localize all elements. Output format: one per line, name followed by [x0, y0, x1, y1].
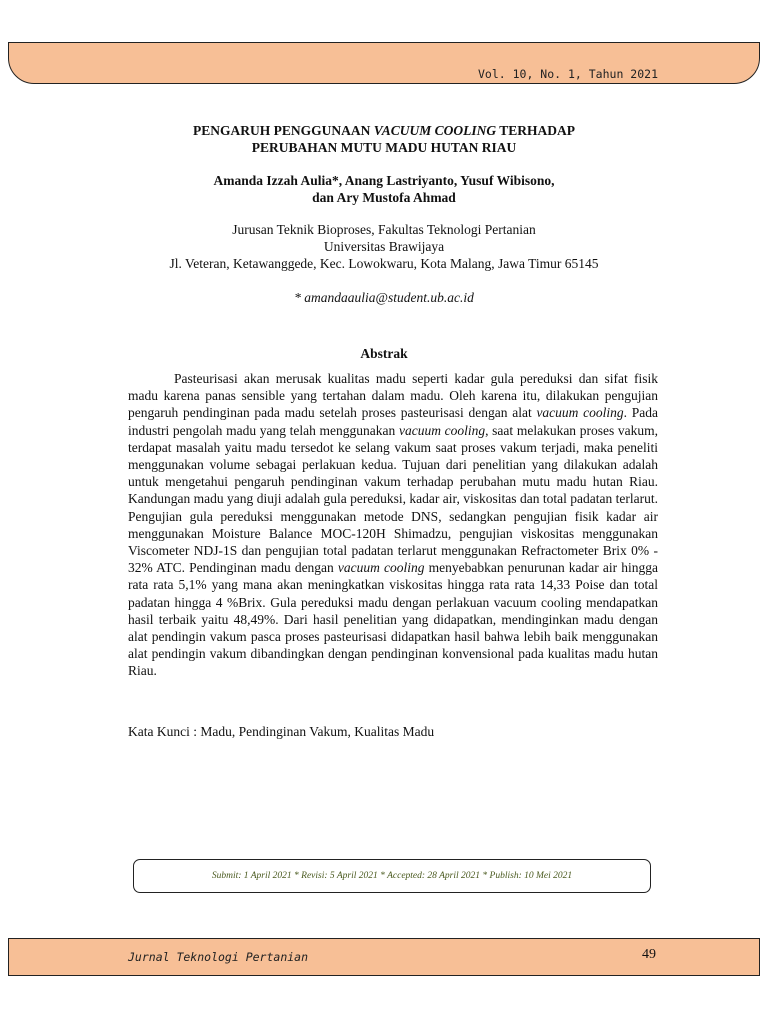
affiliation-line-3: Jl. Veteran, Ketawanggede, Kec. Lowokwaru, Kota Malang, Jawa Timur 65145 [169, 256, 599, 271]
abstract-body [128, 370, 658, 680]
abstract-text: menyebabkan penurunan kadar air hingga rata rata 5,1% yang mana akan meningkatkan viskositas hingga rata rata 14,33 Poise dan total padatan hingga 4 %Brix. Gula pereduksi madu dengan perlakuan vacuum cooling mendapatkan hasil terbaik yaitu 48,49%. Dari hasil penelitian yang didapatkan, mendinginkan madu dengan alat pendingin vakum pasca proses pasteurisasi didapatkan hasil bahwa lebih baik menggunakan alat pendingin vakum dibandingkan dengan pendinginan konvensional pada kualitas madu hutan Riau. [128, 560, 658, 679]
authors-line-2: dan Ary Mustofa Ahmad [312, 190, 456, 205]
title-line-1 [0, 122, 768, 139]
title-part-1: PENGARUH PENGGUNAAN [192, 123, 374, 138]
abstract-italic: vacuum cooling [536, 405, 624, 421]
authors-line-1: Amanda Izzah Aulia*, Anang Lastriyanto, Yusuf Wibisono, [213, 173, 555, 188]
author-list [0, 172, 768, 206]
page-number: 49 [642, 947, 656, 962]
affiliation-line-1: Jurusan Teknik Bioproses, Fakultas Teknologi Pertanian [232, 222, 536, 237]
title-part-2: TERHADAP [496, 123, 576, 138]
affiliation [0, 221, 768, 272]
abstract-heading: Abstrak [360, 346, 408, 361]
title-line-2: PERUBAHAN MUTU MADU HUTAN RIAU [251, 140, 517, 155]
abstract-text: , saat melakukan proses vakum, terdapat masalah yaitu madu tersedot ke selang vakum saat proses vakum terjadi, maka peneliti menggunakan volume sebagai perlakuan kedua. Tujuan dari penelitian yang dilakukan adalah untuk mengetahui pengaruh pendinginan vakum terhadap perubahan mutu madu hutan Riau. Kandungan madu yang diuji adalah gula pereduksi, kadar air, viskositas dan total padatan terlarut. Pengujian gula pereduksi menggunakan metode DNS, sedangkan pengujian fisik kadar air menggunakan Moisture Balance MOC-120H Shimadzu, pengujian viskositas menggunakan Viscometer NDJ-1S dan pengujian total padatan terlarut menggunakan Refractometer Brix 0% - 32% ATC. Pendinginan madu dengan [128, 422, 659, 576]
abstract-text: Pasteurisasi akan merusak kualitas madu seperti kadar gula pereduksi dan sifat fisik madu karena panas sensible yang tertahan dalam madu. Oleh karena itu, dilakukan pengujian pengaruh pendinginan pada madu setelah proses pasteurisasi dengan alat [128, 371, 658, 421]
title-italic: VACUUM COOLING [373, 123, 497, 138]
abstract-italic: vacuum cooling [398, 422, 486, 438]
journal-name: Jurnal Teknologi Pertanian [128, 950, 309, 964]
paper-title [0, 122, 768, 156]
abstract-italic: vacuum cooling [337, 560, 425, 576]
submission-box [133, 859, 651, 893]
author-email: * amandaaulia@student.ub.ac.id [294, 290, 474, 305]
volume-info: Vol. 10, No. 1, Tahun 2021 [477, 67, 658, 81]
affiliation-line-2: Universitas Brawijaya [323, 239, 445, 254]
submission-dates: Submit: 1 April 2021 * Revisi: 5 April 2021 * Accepted: 28 April 2021 * Publish: 10 Mei 2021 [211, 871, 573, 881]
keywords: Kata Kunci : Madu, Pendinginan Vakum, Kualitas Madu [128, 724, 435, 739]
abstract-text: . Pada industri pengolah madu yang telah menggunakan [128, 405, 659, 438]
